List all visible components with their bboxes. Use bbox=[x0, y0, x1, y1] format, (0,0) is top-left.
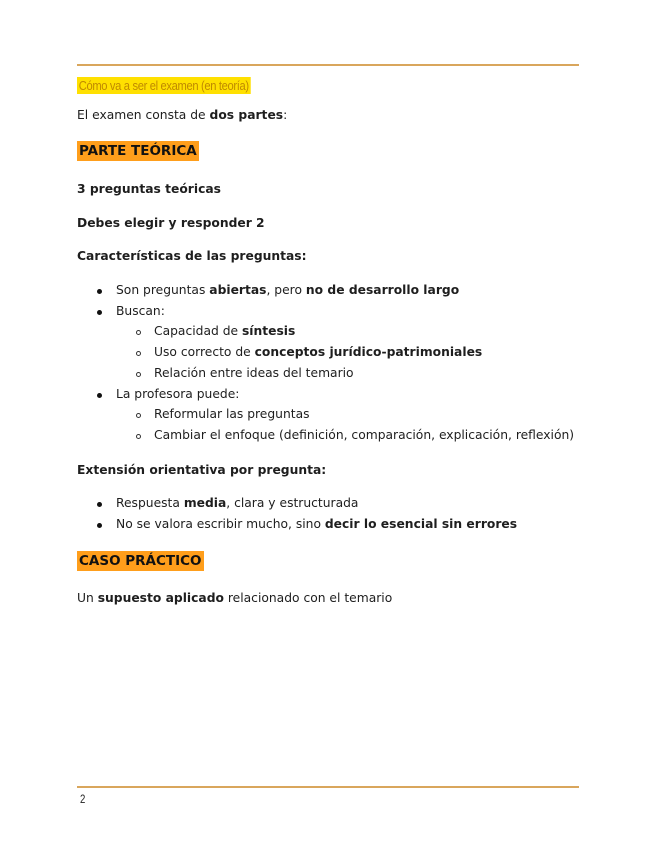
practical-line: Un supuesto aplicado relacionado con el temario bbox=[77, 591, 393, 605]
footer-rule bbox=[77, 786, 579, 788]
list-item: Respuesta media, clara y estructurada bbox=[116, 496, 359, 510]
list-item: Son preguntas abiertas, pero no de desarrollo largo bbox=[116, 283, 460, 297]
section-title-practico: CASO PRÁCTICO bbox=[79, 553, 202, 569]
extension-title: Extensión orientativa por pregunta: bbox=[77, 463, 327, 477]
list-item: La profesora puede: bbox=[116, 387, 240, 401]
header-rule bbox=[77, 64, 579, 66]
section-title-teorica: PARTE TEÓRICA bbox=[79, 143, 197, 159]
sub-bullet-circle bbox=[136, 413, 141, 418]
bullet-dot bbox=[97, 310, 102, 315]
sub-bullet-circle bbox=[136, 372, 141, 377]
list-item: No se valora escribir mucho, sino decir lo esencial sin errores bbox=[116, 517, 518, 531]
choose-line: Debes elegir y responder 2 bbox=[77, 216, 265, 230]
bullet-dot bbox=[97, 289, 102, 294]
questions-count: 3 preguntas teóricas bbox=[77, 182, 221, 196]
intro-line: El examen consta de dos partes: bbox=[77, 108, 288, 122]
bullet-dot bbox=[97, 523, 102, 528]
sub-list-item: Reformular las preguntas bbox=[154, 407, 310, 421]
sub-list-item: Relación entre ideas del temario bbox=[154, 366, 354, 380]
sub-bullet-circle bbox=[136, 434, 141, 439]
list-item: Buscan: bbox=[116, 304, 165, 318]
features-title: Características de las preguntas: bbox=[77, 249, 307, 263]
bullet-dot bbox=[97, 502, 102, 507]
sub-bullet-circle bbox=[136, 351, 141, 356]
doc-heading: Cómo va a ser el examen (en teoría) bbox=[78, 78, 249, 93]
sub-bullet-circle bbox=[136, 330, 141, 335]
sub-list-item: Capacidad de síntesis bbox=[154, 324, 296, 338]
bullet-dot bbox=[97, 393, 102, 398]
sub-list-item: Cambiar el enfoque (definición, comparación, explicación, reflexión) bbox=[154, 428, 575, 442]
page-number: 2 bbox=[80, 792, 86, 806]
sub-list-item: Uso correcto de conceptos jurídico-patrimoniales bbox=[154, 345, 483, 359]
